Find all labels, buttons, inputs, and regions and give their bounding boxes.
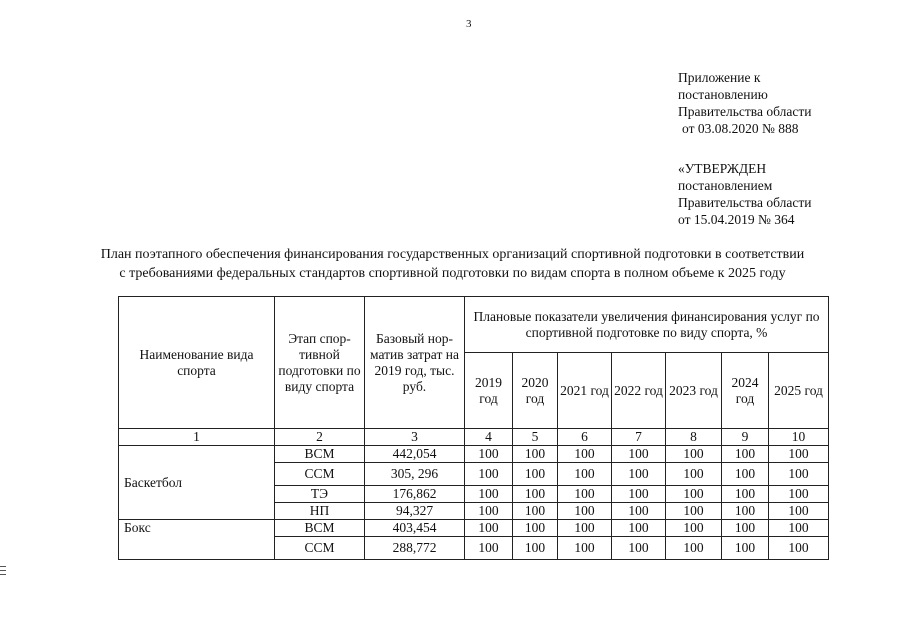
value-cell: 100 [769, 520, 829, 537]
value-cell: 100 [465, 463, 513, 486]
scan-mark [0, 570, 6, 571]
value-cell: 100 [769, 486, 829, 503]
value-cell: 100 [769, 463, 829, 486]
stage-cell: ВСМ [275, 446, 365, 463]
header-year: 2024 год [722, 353, 769, 429]
stage-cell: ТЭ [275, 486, 365, 503]
value-cell: 100 [612, 463, 666, 486]
value-cell: 100 [465, 520, 513, 537]
appendix-line: постановлению [678, 87, 768, 102]
value-cell: 100 [722, 446, 769, 463]
base-cell: 288,772 [365, 537, 465, 560]
stage-cell: ВСМ [275, 520, 365, 537]
title-line: с требованиями федеральных стандартов спортивной подготовки по видам спорта в полном объеме к 2025 году [119, 266, 786, 281]
page-number: 3 [466, 18, 472, 30]
value-cell: 100 [666, 486, 722, 503]
value-cell: 100 [666, 520, 722, 537]
value-cell: 100 [612, 486, 666, 503]
value-cell: 100 [612, 537, 666, 560]
value-cell: 100 [722, 503, 769, 520]
base-cell: 305, 296 [365, 463, 465, 486]
value-cell: 100 [612, 503, 666, 520]
value-cell: 100 [513, 486, 558, 503]
column-number: 6 [558, 429, 612, 446]
column-number: 7 [612, 429, 666, 446]
value-cell: 100 [513, 446, 558, 463]
value-cell: 100 [612, 520, 666, 537]
approved-line: постановлением [678, 178, 773, 193]
column-number: 1 [119, 429, 275, 446]
table-row [119, 520, 829, 537]
document-title [40, 245, 865, 283]
value-cell: 100 [513, 537, 558, 560]
header-planned: Плановые показатели увеличения финансирования услуг по спортивной подготовке по виду спорта, % [465, 297, 829, 353]
value-cell: 100 [513, 463, 558, 486]
column-number: 10 [769, 429, 829, 446]
appendix-line: Приложение к [678, 70, 761, 85]
value-cell: 100 [666, 503, 722, 520]
header-year: 2025 год [769, 353, 829, 429]
column-number: 2 [275, 429, 365, 446]
header-year: 2019 год [465, 353, 513, 429]
header-base: Базовый нор-матив затрат на 2019 год, тыс. руб. [365, 297, 465, 429]
column-number: 4 [465, 429, 513, 446]
value-cell: 100 [465, 503, 513, 520]
scan-mark [0, 566, 6, 567]
value-cell: 100 [558, 486, 612, 503]
header-year: 2021 год [558, 353, 612, 429]
column-number: 8 [666, 429, 722, 446]
scan-margin-marks [0, 566, 6, 578]
base-cell: 94,327 [365, 503, 465, 520]
value-cell: 100 [465, 446, 513, 463]
sport-name: Баскетбол [119, 446, 275, 520]
value-cell: 100 [558, 446, 612, 463]
value-cell: 100 [513, 520, 558, 537]
header-year: 2020 год [513, 353, 558, 429]
title-line: План поэтапного обеспечения финансирования государственных организаций спортивной подготовки в соответствии [100, 247, 805, 262]
stage-cell: ССМ [275, 463, 365, 486]
value-cell: 100 [769, 537, 829, 560]
approved-line: от 15.04.2019 № 364 [678, 212, 795, 227]
column-number: 5 [513, 429, 558, 446]
stage-cell: ССМ [275, 537, 365, 560]
value-cell: 100 [722, 520, 769, 537]
appendix-line: Правительства области [678, 104, 812, 119]
value-cell: 100 [666, 446, 722, 463]
header-sport: Наименование вида спорта [119, 297, 275, 429]
column-number: 3 [365, 429, 465, 446]
value-cell: 100 [612, 446, 666, 463]
value-cell: 100 [513, 503, 558, 520]
value-cell: 100 [558, 463, 612, 486]
appendix-line: от 03.08.2020 № 888 [682, 121, 799, 136]
column-number: 9 [722, 429, 769, 446]
value-cell: 100 [558, 520, 612, 537]
value-cell: 100 [722, 486, 769, 503]
stage-cell: НП [275, 503, 365, 520]
approved-line: Правительства области [678, 195, 812, 210]
header-year: 2023 год [666, 353, 722, 429]
sport-name: Бокс [119, 520, 275, 560]
value-cell: 100 [558, 537, 612, 560]
approved-block [678, 160, 811, 228]
value-cell: 100 [558, 503, 612, 520]
value-cell: 100 [465, 486, 513, 503]
value-cell: 100 [769, 503, 829, 520]
value-cell: 100 [666, 537, 722, 560]
appendix-block [678, 69, 811, 137]
approved-line: «УТВЕРЖДЕН [678, 161, 767, 176]
base-cell: 403,454 [365, 520, 465, 537]
value-cell: 100 [722, 537, 769, 560]
value-cell: 100 [666, 463, 722, 486]
table-row [119, 446, 829, 463]
base-cell: 176,862 [365, 486, 465, 503]
value-cell: 100 [722, 463, 769, 486]
scan-mark [0, 574, 6, 575]
header-year: 2022 год [612, 353, 666, 429]
financing-plan-table [118, 296, 829, 560]
header-stage: Этап спор-тивной подготовки по виду спорта [275, 297, 365, 429]
value-cell: 100 [769, 446, 829, 463]
value-cell: 100 [465, 537, 513, 560]
base-cell: 442,054 [365, 446, 465, 463]
